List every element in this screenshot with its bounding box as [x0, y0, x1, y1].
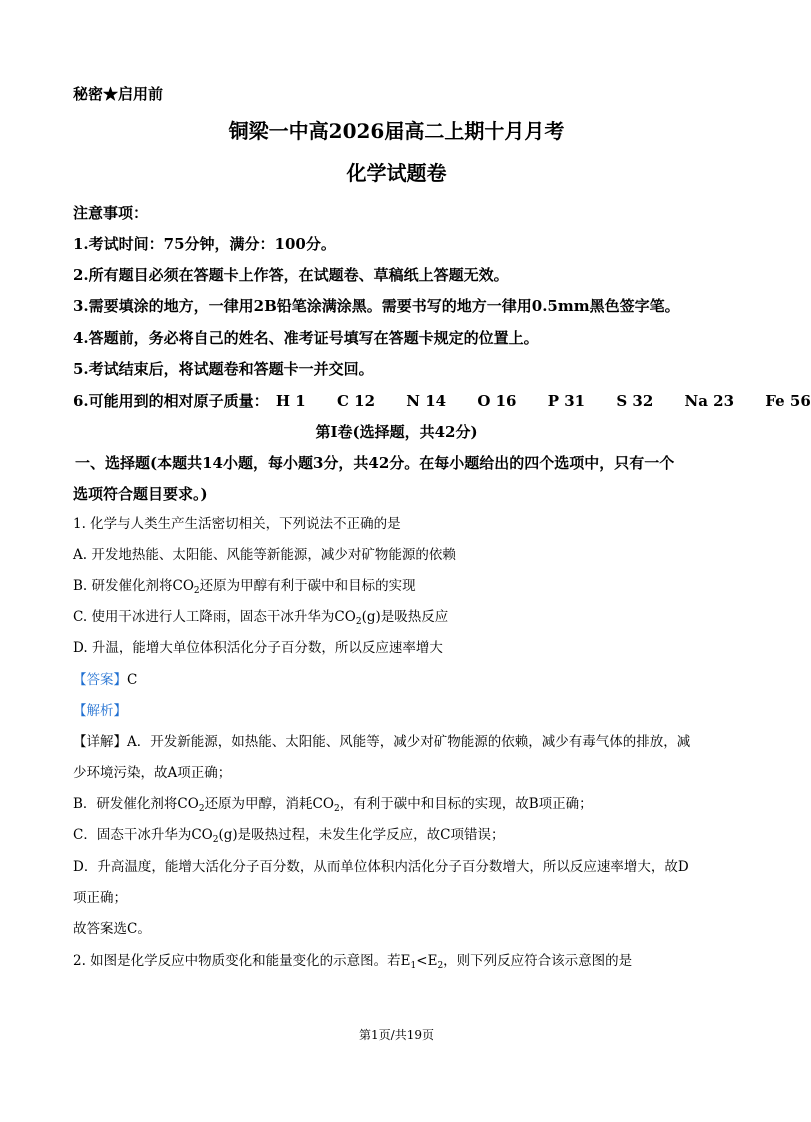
notice-item-1: 1.考试时间：75分钟，满分：100分。 [73, 235, 336, 253]
secret-label: 秘密★启用前 [73, 85, 164, 103]
section-title: 第I卷(选择题，共42分) [315, 423, 478, 441]
q1-detail-b: B．研发催化剂将$CO_2$还原为甲醇，消耗$CO_2$，有利于碳中和目标的实现，故B项正确； [73, 796, 593, 814]
notice-item-4: 4.答题前，务必将自己的姓名、准考证号填写在答题卡规定的位置上。 [73, 329, 539, 347]
q1-detail-a: 【详解】A．开发新能源，如热能、太阳能、风能等，减少对矿物能源的依赖，减少有毒气体的排放，减 [73, 734, 691, 750]
notice-item-2: 2.所有题目必须在答题卡上作答，在试题卷、草稿纸上答题无效。 [73, 266, 509, 284]
q1-detail-a-cont: 少环境污染，故A项正确； [73, 765, 232, 781]
answer-value: C [127, 672, 138, 688]
atom-mass: C 12 [336, 392, 376, 410]
exam-title: 铜梁一中高2026届高二上期十月月考 [228, 119, 565, 143]
atom-mass: S 32 [616, 392, 654, 410]
atom-mass: H 1 [275, 392, 306, 410]
q1-option-a: A. 开发地热能、太阳能、风能等新能源，减少对矿物能源的依赖 [73, 547, 456, 563]
q1-stem: 1. 化学与人类生产生活密切相关，下列说法不正确的是 [73, 516, 401, 532]
section-instruction-cont: 选项符合题目要求。) [73, 485, 208, 503]
answer-label: 【答案】 [73, 672, 127, 688]
atom-mass: Na 23 [684, 392, 735, 410]
q1-conclusion: 故答案选C。 [73, 921, 151, 937]
q1-option-c: C. 使用干冰进行人工降雨，固态干冰升华为$CO_2(g)$是吸热反应 [73, 609, 449, 627]
atoms-label: 6.可能用到的相对原子质量： [73, 392, 269, 410]
notice-item-5: 5.考试结束后，将试题卷和答题卡一并交回。 [73, 360, 374, 378]
q2-stem: 2. 如图是化学反应中物质变化和能量变化的示意图。若$E_1<E_2$，则下列反应符合该示意图的是 [73, 953, 633, 971]
detail-label: 【详解】 [73, 734, 127, 750]
page-number: 第1页/共19页 [359, 1028, 434, 1042]
q1-option-b: B. 研发催化剂将$CO_2$还原为甲醇有利于碳中和目标的实现 [73, 578, 416, 596]
exam-subtitle: 化学试题卷 [346, 161, 447, 185]
notice-item-6 [73, 394, 811, 409]
notice-heading: 注意事项： [73, 204, 149, 222]
q1-detail-d-cont: 项正确； [73, 890, 127, 906]
q1-option-d: D. 升温，能增大单位体积活化分子百分数，所以反应速率增大 [73, 640, 443, 656]
atom-mass: O 16 [477, 392, 517, 410]
q1-detail-d: D．升高温度，能增大活化分子百分数，从而单位体积内活化分子百分数增大，所以反应速率增大，故D [73, 859, 689, 875]
atom-mass: N 14 [406, 392, 447, 410]
q1-answer [73, 674, 137, 688]
atom-mass: Fe 56 [765, 392, 811, 410]
atom-mass: P 31 [547, 392, 586, 410]
notice-item-3: 3.需要填涂的地方，一律用2B铅笔涂满涂黑。需要书写的地方一律用0.5mm黑色签字笔。 [73, 297, 680, 315]
q1-analysis-label: 【解析】 [73, 703, 127, 719]
section-instruction: 一、选择题(本题共14小题，每小题3分，共42分。在每小题给出的四个选项中，只有一个 [75, 454, 675, 472]
q1-detail-c: C．固态干冰升华为$CO_2(g)$是吸热过程，未发生化学反应，故C项错误； [73, 827, 505, 845]
